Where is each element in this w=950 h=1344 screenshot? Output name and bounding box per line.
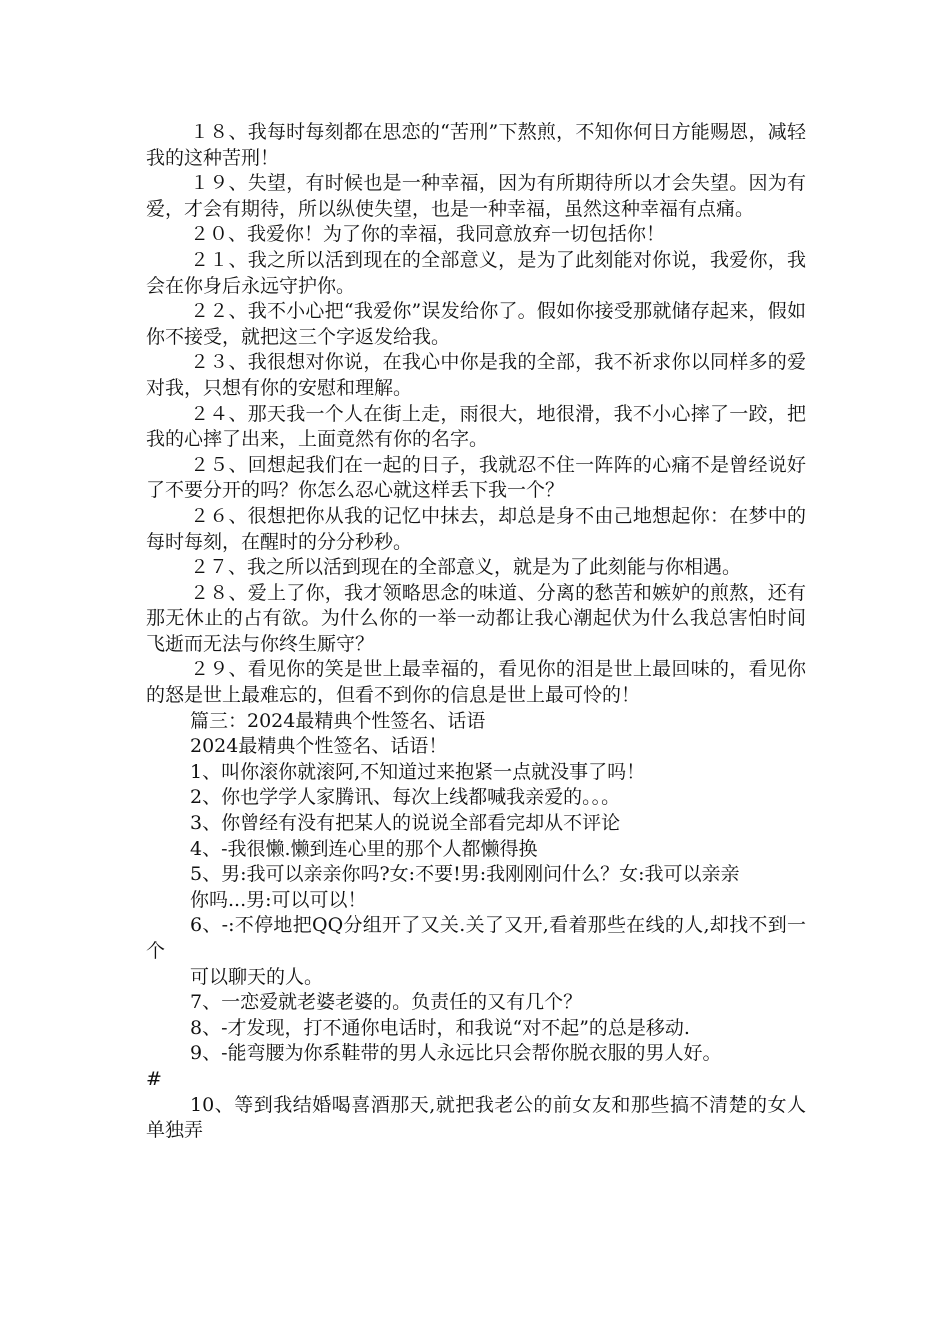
paragraph-19: １９、失望，有时候也是一种幸福，因为有所期待所以才会失望。因为有爱，才会有期待，所以纵使失望，也是一种幸福，虽然这种幸福有点痛。	[146, 172, 806, 220]
list-item-4: 4、-我很懒.懒到连心里的那个人都懒得换	[190, 837, 538, 860]
list-item-6: 6、-:不停地把QQ分组开了又关.关了又开,看着那些在线的人,却找不到一个	[146, 914, 806, 962]
section-heading: 篇三：2024最精典个性签名、话语	[190, 709, 486, 732]
paragraph-28: ２８、爱上了你，我才领略思念的味道、分离的愁苦和嫉妒的煎熬，还有那无休止的占有欲。为什么你的一举一动都让我心潮起伏为什么我总害怕时间飞逝而无法与你终生厮守？	[146, 581, 806, 655]
list-item-9: 9、-能弯腰为你系鞋带的男人永远比只会帮你脱衣服的男人好。	[190, 1042, 722, 1065]
list-item-1: 1、叫你滚你就滚阿,不知道过来抱紧一点就没事了吗！	[190, 760, 646, 783]
paragraph-22: ２２、我不小心把“我爱你”误发给你了。假如你接受那就储存起来，假如你不接受，就把这三个字返发给我。	[146, 300, 806, 348]
paragraph-21: ２１、我之所以活到现在的全部意义，是为了此刻能对你说，我爱你，我会在你身后永远守护你。	[146, 248, 806, 297]
paragraph-20: ２０、我爱你！为了你的幸福，我同意放弃一切包括你！	[190, 223, 666, 246]
paragraph-18: １８、我每时每刻都在思恋的“苦刑”下熬煎，不知你何日方能赐恩，减轻我的这种苦刑！	[146, 121, 806, 169]
list-item-2: 2、你也学学人家腾讯、每次上线都喊我亲爱的。。。	[190, 786, 621, 809]
hash-mark: #	[146, 1067, 162, 1090]
paragraph-23: ２３、我很想对你说，在我心中你是我的全部，我不祈求你以同样多的爱对我，只想有你的安慰和理解。	[146, 351, 806, 399]
paragraph-24: ２４、那天我一个人在街上走，雨很大，地很滑，我不小心摔了一跤，把我的心摔了出来，上面竟然有你的名字。	[146, 402, 806, 451]
list-item-7: 7、一恋爱就老婆老婆的。负责任的又有几个？	[190, 991, 583, 1014]
list-item-5: 5、男:我可以亲亲你吗?女:不要!男:我刚刚问什么？女:我可以亲亲	[190, 863, 740, 886]
list-item-6-continued: 可以聊天的人。	[190, 965, 324, 988]
list-item-5-continued: 你吗...男:可以可以！	[190, 888, 367, 911]
section-subtitle: 2024最精典个性签名、话语！	[190, 735, 448, 758]
paragraph-29: ２９、看见你的笑是世上最幸福的，看见你的泪是世上最回味的，看见你的怒是世上最难忘的，但看不到你的信息是世上最可怜的！	[146, 658, 806, 707]
list-item-8: 8、-才发现，打不通你电话时，和我说“对不起”的总是移动.	[190, 1016, 690, 1039]
list-item-10: 10、等到我结婚喝喜酒那天,就把我老公的前女友和那些搞不清楚的女人单独弄	[146, 1093, 806, 1142]
list-item-3: 3、你曾经有没有把某人的说说全部看完却从不评论	[190, 812, 621, 835]
paragraph-26: ２６、很想把你从我的记忆中抹去，却总是身不由己地想起你：在梦中的每时每刻，在醒时的分分秒秒。	[146, 504, 806, 553]
paragraph-27: ２７、我之所以活到现在的全部意义，就是为了此刻能与你相遇。	[190, 556, 742, 579]
document-page	[146, 120, 806, 1144]
paragraph-25: ２５、回想起我们在一起的日子，我就忍不住一阵阵的心痛不是曾经说好了不要分开的吗？你怎么忍心就这样丢下我一个？	[146, 453, 806, 502]
